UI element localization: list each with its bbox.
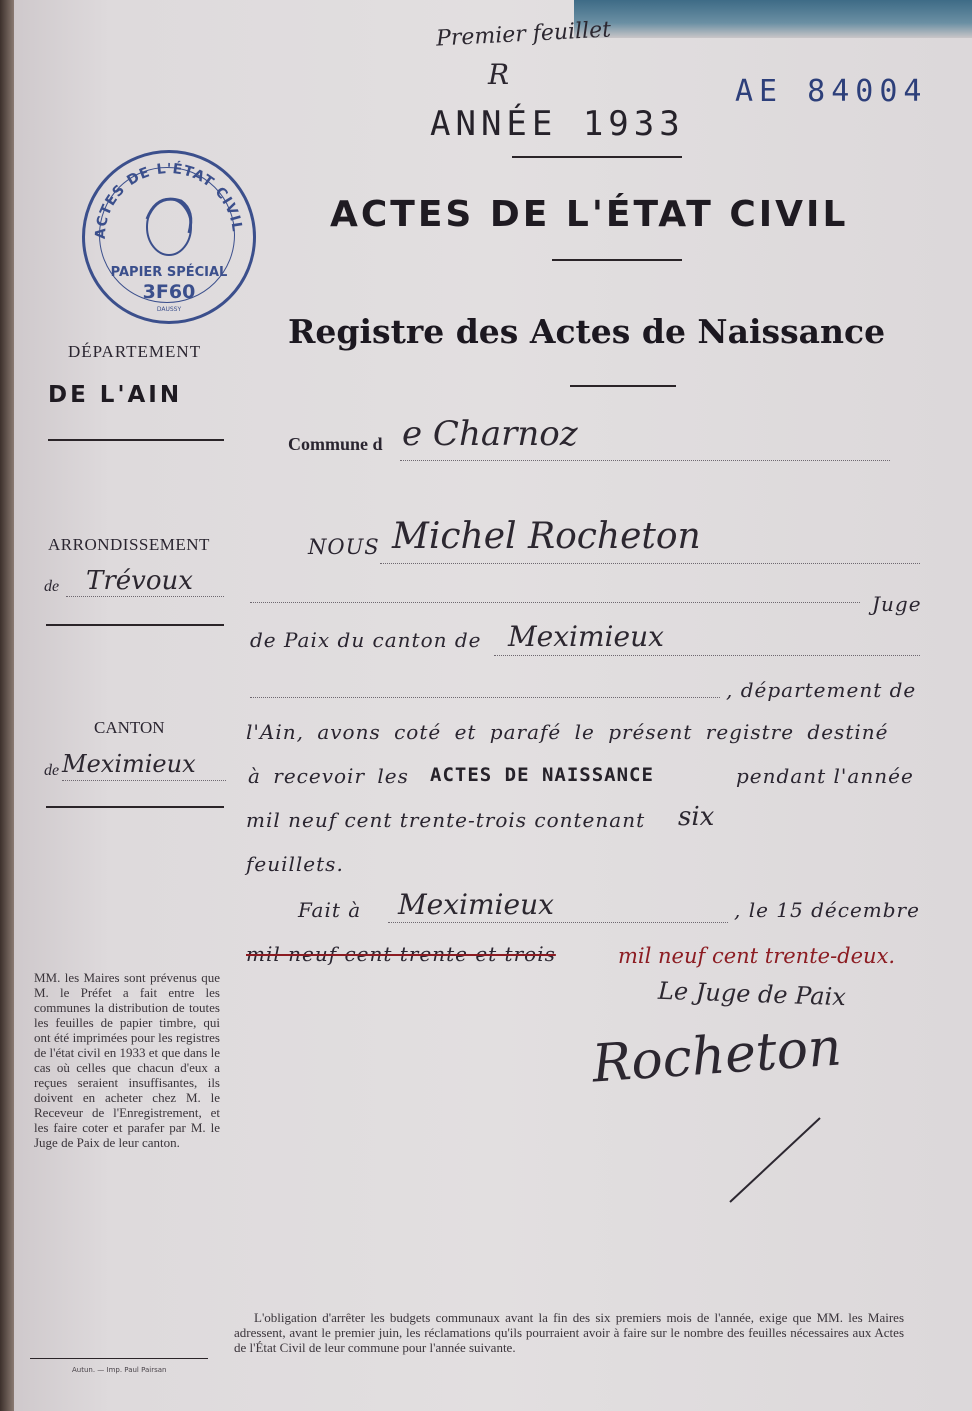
- divider: [30, 1358, 208, 1359]
- signature-title: Le Juge de Paix: [657, 976, 847, 1012]
- stamp-maker: DAUSSY: [156, 306, 182, 313]
- nous-label: NOUS: [308, 535, 380, 559]
- paix-label: de Paix du canton de: [250, 628, 482, 652]
- feuillets: feuillets.: [246, 852, 344, 876]
- dotted-line: [250, 697, 720, 698]
- dotted-line: [388, 922, 728, 923]
- dotted-line: [380, 563, 920, 564]
- divider: [46, 624, 224, 626]
- stamp-number: AE 84004: [735, 74, 928, 109]
- actes-de-naissance-caps: ACTES DE NAISSANCE: [430, 764, 654, 786]
- stamp-price: 3F60: [142, 281, 196, 303]
- fait-value: Meximieux: [398, 888, 554, 921]
- divider: [48, 439, 224, 441]
- stamp-ring-text: ACTES DE L'ÉTAT CIVIL: [92, 161, 245, 240]
- handwritten-initial: R: [488, 58, 510, 91]
- arrondissement-prefix: de: [44, 578, 60, 595]
- line-mil: mil neuf cent trente-trois contenant: [246, 808, 646, 832]
- departement-value: DE L'AIN: [48, 382, 183, 408]
- dotted-line: [250, 602, 860, 603]
- signature-flourish: [720, 1110, 830, 1210]
- dotted-line: [400, 460, 890, 461]
- handwritten-premier-feuillet: Premier feuillet: [435, 17, 612, 52]
- divider: [512, 156, 682, 158]
- stamp-label: PAPIER SPÉCIAL: [110, 265, 228, 280]
- count-value: six: [678, 802, 715, 832]
- paix-value: Meximieux: [508, 620, 664, 653]
- arrondissement-label: ARRONDISSEMENT: [48, 535, 210, 554]
- line-recevoir-a: à recevoir les: [248, 764, 409, 788]
- canton-value: Meximieux: [62, 750, 196, 778]
- fiscal-stamp: [82, 150, 256, 324]
- corrected-year: mil neuf cent trente-deux.: [618, 944, 896, 968]
- juge-word: Juge: [872, 592, 922, 616]
- line-recevoir-b: pendant l'année: [736, 764, 914, 788]
- register-title: Registre des Actes de Naissance: [288, 312, 886, 351]
- printer-credit: Autun. — Imp. Paul Pairsan: [72, 1366, 167, 1374]
- canton-prefix: de: [44, 762, 60, 779]
- nous-value: Michel Rocheton: [392, 516, 701, 557]
- line-ain: l'Ain, avons coté et parafé le présent registre destiné: [246, 720, 889, 744]
- departement-label: DÉPARTEMENT: [68, 342, 202, 361]
- dotted-line: [62, 780, 226, 781]
- year-title: ANNÉE 1933: [430, 104, 685, 144]
- commune-label: Commune d: [288, 434, 383, 454]
- divider: [570, 385, 676, 387]
- canton-label: CANTON: [94, 718, 165, 737]
- commune-value: e Charnoz: [402, 414, 578, 454]
- signature: Rocheton: [590, 1017, 844, 1095]
- main-title: ACTES DE L'ÉTAT CIVIL: [330, 194, 849, 235]
- divider: [552, 259, 682, 261]
- date-text: , le 15 décembre: [734, 898, 920, 922]
- divider: [46, 806, 224, 808]
- dotted-line: [66, 596, 224, 597]
- arrondissement-value: Trévoux: [86, 566, 193, 596]
- dotted-line: [494, 655, 920, 656]
- maires-note: MM. les Maires sont prévenus que M. le Préfet a fait entre les communes la distribution de toutes les feuilles de papier timbre, qui ont été imprimées pour les registres de l'état civil en 1933 et que dans le cas où celles que chacun d'eux a reçues seraient insuffisantes, ils doivent en acheter chez M. le Receveur de l'Enregistrement, et les faire coter et parafer par M. le Juge de Paix de leur canton.: [34, 970, 220, 1150]
- blue-tab: [574, 0, 972, 38]
- footer-note: L'obligation d'arrêter les budgets communaux avant la fin des six premiers mois de l'année, exige que MM. les Maires adressent, avant le premier juin, les réclamations qu'ils pourraient avoir à faire sur le nombre des feuilles nécessaires aux Actes de l'État Civil de leur commune pour l'année suivante.: [234, 1310, 904, 1355]
- fait-label: Fait à: [298, 898, 362, 922]
- book-binding: [0, 0, 14, 1411]
- struck-year: mil neuf cent trente et trois: [246, 942, 556, 966]
- departement-de: , département de: [726, 678, 917, 702]
